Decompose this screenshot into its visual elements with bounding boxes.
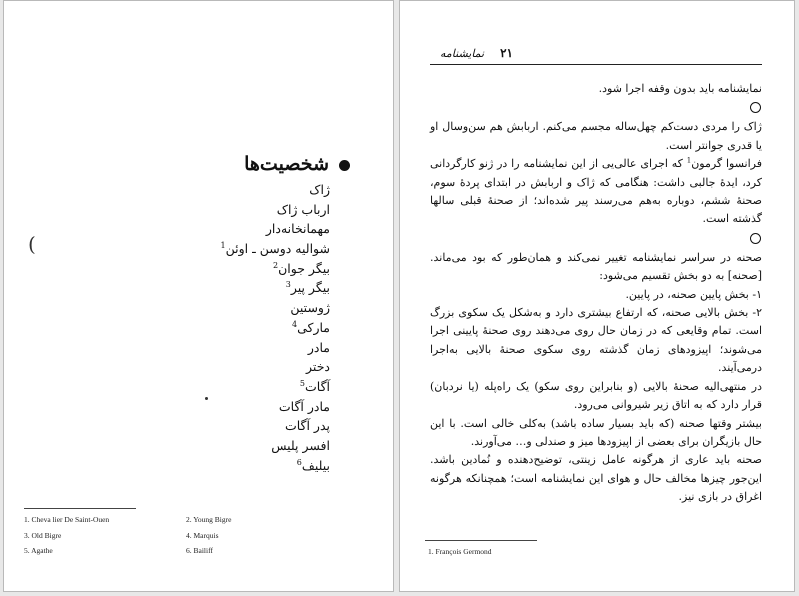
cast-name: شوالیه دوسن ـ اوئن [225, 241, 330, 257]
footnote-marker: 4 [291, 319, 298, 329]
paragraph-text: در منتهی‌الیه صحنهٔ بالایی (و بنابراین روی سکو) یک راه‌پله (یا نردبان) قرار دارد که به اتاق زیر شیروانی می‌رود. [430, 379, 762, 412]
footnote-rule [24, 508, 136, 509]
paragraph-text: ژاک را مردی دست‌کم چهل‌ساله مجسم می‌کنم. اربابش هم سن‌وسال او یا قدری جوانتر است. [430, 120, 762, 152]
cast-name: پدر آگات [284, 418, 330, 434]
paragraph-text: نمایشنامه باید بدون وقفه اجرا شود. [598, 82, 762, 95]
cast-item [120, 318, 330, 338]
cast-item [120, 338, 330, 358]
paragraph [430, 304, 762, 378]
paragraph-text: ۲- بخش بالایی صحنه، که ارتفاع بیشتری دارد و به‌شکل یک سکوی بزرگ است. تمام وقایعی که در زمان حال روی می‌دهند روی صحنهٔ پایینی اجرا می‌شوند؛ اپیزودهای زمان گذشته روی سکوی صحنهٔ بالایی به‌اجرا درمی‌آیند. [430, 306, 762, 375]
paragraph-text-continued: که اجرای عالی‌یی از این نمایشنامه را در ژنو کارگردانی کرد، ایدهٔ جالبی داشت: هنگامی که ژاک و اربابش در ابتدای پردهٔ سوم، صحنهٔ ششم، دوباره به‌هم می‌رسند پیر شده‌اند؛ از صحنهٔ قبلی سالها گذشته است. [430, 157, 762, 226]
cast-item [120, 259, 330, 279]
footnote-marker: 3 [285, 280, 291, 290]
footnote-right: 1. François Germond [428, 547, 492, 556]
margin-mark: ( [28, 232, 36, 256]
body-text [430, 80, 762, 507]
section-circle-icon [750, 102, 761, 113]
cast-item [120, 180, 330, 200]
cast-item [120, 200, 330, 220]
heading-text: شخصیت‌ها [244, 153, 329, 175]
cast-name: مادر آگات [278, 398, 330, 414]
footnote-marker: 5 [299, 378, 305, 388]
cast-name: بیگر جوان [278, 260, 330, 276]
cast-item [120, 436, 330, 456]
paragraph [430, 451, 762, 506]
cast-item [120, 219, 330, 239]
footnote-marker: 1 [220, 240, 226, 250]
footnote-5: 5. Agathe [24, 546, 53, 555]
footnote-4: 4. Marquis [186, 531, 219, 540]
footnote-3: 3. Old Bigre [24, 531, 62, 540]
characters-heading [120, 153, 350, 175]
paragraph-text: صحنه باید عاری از هرگونه عامل زینتی، توضیح‌دهنده و نُمادین باشد. این‌جور چیزها مخالف حال و هوای این نمایشنامه است؛ همچنانکه هرگونه اغراق در بازی نیز. [430, 453, 762, 504]
footnote-marker: 1 [686, 156, 692, 165]
paragraph-text: فرانسوا گرمون [691, 157, 762, 171]
stray-dot [205, 397, 208, 400]
footnote-6: 6. Bailiff [186, 546, 213, 555]
cast-item [120, 298, 330, 318]
paragraph [430, 118, 762, 155]
paragraph [430, 378, 762, 415]
cast-item [120, 456, 330, 476]
footnote-1: 1. Cheva lier De Saint-Ouen [24, 515, 110, 524]
paragraph-text: ۱- بخش پایین صحنه، در پایین. [625, 287, 762, 301]
cast-list [120, 180, 330, 475]
footnote-marker: 2 [273, 260, 279, 270]
cast-item [120, 416, 330, 436]
footnote-2: 2. Young Bigre [186, 515, 232, 524]
cast-name: آگات [305, 378, 330, 394]
cast-name: ارباب ژاک [276, 201, 330, 217]
running-header [440, 46, 513, 60]
cast-name: مادر [307, 339, 330, 355]
header-rule [430, 64, 762, 65]
cast-item [120, 357, 330, 377]
footnote-marker: 6 [296, 457, 302, 467]
paragraph [430, 249, 762, 286]
cast-name: مارکی [297, 319, 330, 335]
cast-name: دختر [306, 359, 330, 375]
cast-name: بیلیف [301, 457, 330, 473]
cast-name: ژاک [309, 182, 330, 197]
footnote-rule-right [425, 540, 537, 541]
running-title: نمایشنامه [440, 47, 485, 60]
paragraph [430, 286, 762, 304]
paragraph-text: بیشتر وقتها صحنه (که باید بسیار ساده باشد) به‌کلی خالی است. با این حال بازیگران برای بعضی از اپیزودها میز و صندلی و… می‌آورند. [430, 416, 762, 448]
paragraph [430, 155, 762, 229]
section-circle-icon [750, 233, 761, 244]
page-number: ۲۱ [500, 46, 513, 60]
paragraph [430, 80, 762, 98]
paragraph-text: صحنه در سراسر نمایشنامه تغییر نمی‌کند و همان‌طور که بود می‌ماند. [صحنه] به دو بخش تقسیم می‌شود: [430, 250, 762, 283]
cast-name: بیگر پیر [290, 280, 330, 296]
cast-item [120, 278, 330, 298]
cast-name: مهمانخانه‌دار [265, 221, 330, 237]
cast-name: ژوستین [290, 300, 330, 316]
paragraph [430, 415, 762, 452]
cast-item [120, 397, 330, 417]
bullet-icon [339, 160, 350, 171]
cast-item [120, 377, 330, 397]
cast-item [120, 239, 330, 259]
cast-name: افسر پلیس [271, 437, 330, 453]
